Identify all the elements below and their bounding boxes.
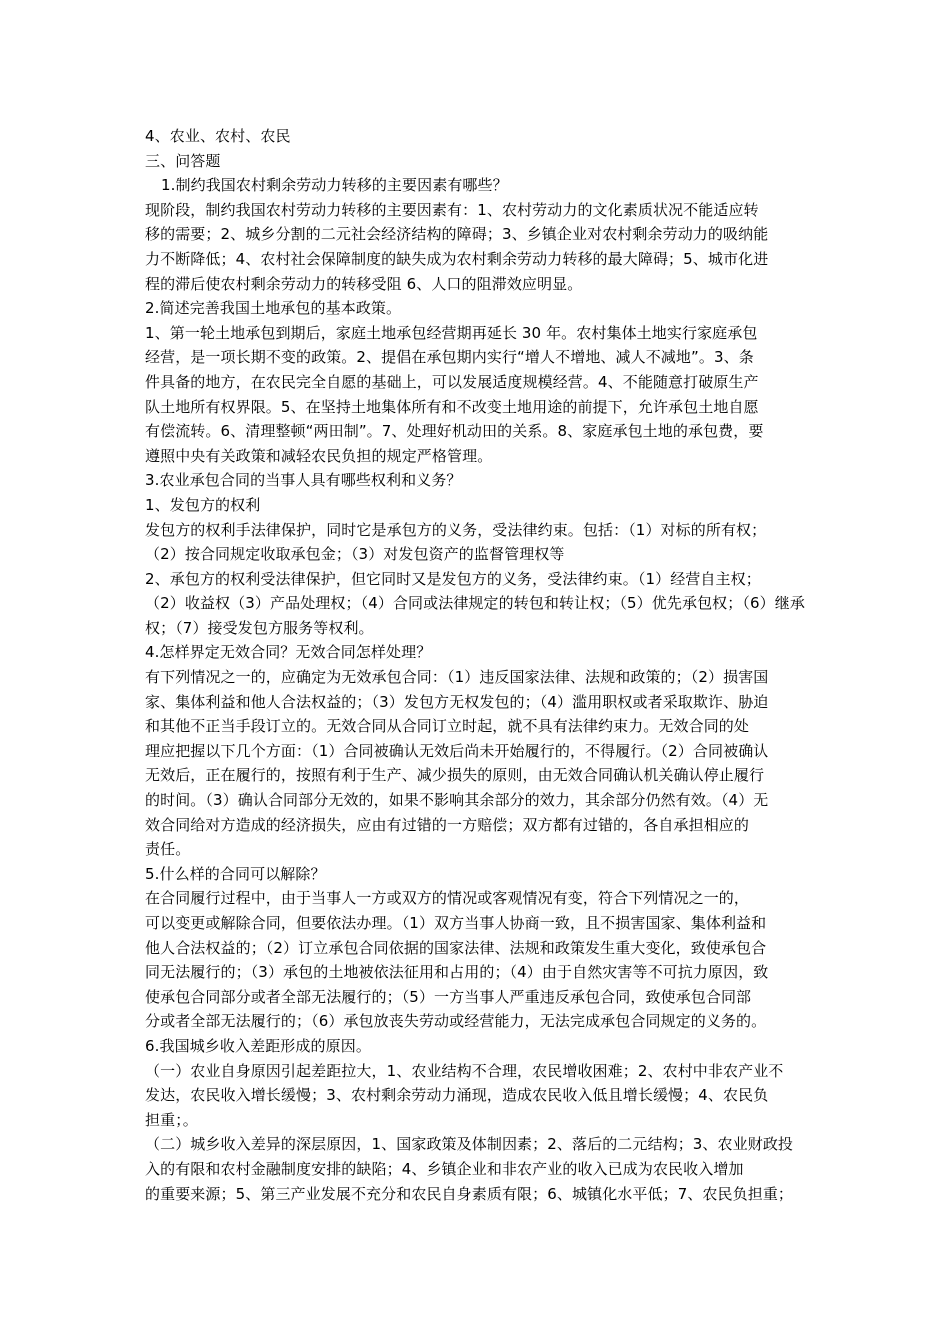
answer-1-line-1: 现阶段，制约我国农村劳动力转移的主要因素有：1、农村劳动力的文化素质状况不能适应转 <box>145 200 759 219</box>
answer-4-line-7: 效合同给对方造成的经济损失，应由有过错的一方赔偿；双方都有过错的，各自承担相应的 <box>145 815 750 834</box>
answer-4-line-5: 无效后，正在履行的，按照有利于生产、减少损失的原则，由无效合同确认机关确认停止履行 <box>145 766 765 785</box>
answer-3-line-1: 发包方的权利手法律保护，同时它是承包方的义务，受法律约束。包括：（1）对标的所有权； <box>145 520 767 539</box>
answer-5-line-2: 可以变更或解除合同，但要依法办理。（1）双方当事人协商一致，且不损害国家、集体利益和 <box>145 914 767 932</box>
answer-2-line-5: 有偿流转。6、清理整顿“两田制”。7、处理好机动田的关系。8、家庭承包土地的承包费，要 <box>145 422 764 441</box>
answer-6-line-2: 发达，农民收入增长缓慢；3、农村剩余劳动力涌现，造成农民收入低且增长缓慢；4、农民负 <box>145 1086 769 1105</box>
answer-5-line-6: 分或者全部无法履行的；（6）承包放丧失劳动或经营能力，无法完成承包合同规定的义务的。 <box>145 1012 767 1031</box>
answer-6-line-1: （一）农业自身原因引起差距拉大，1、农业结构不合理，农民增收困难；2、农村中非农产业不 <box>145 1061 784 1080</box>
answer-1-line-3: 力不断降低；4、农村社会保障制度的缺失成为农村剩余劳动力转移的最大障碍；5、城市化进 <box>145 249 769 268</box>
answer-4-line-3: 和其他不正当手段订立的。无效合同从合同订立时起，就不具有法律约束力。无效合同的处 <box>145 717 750 736</box>
answer-3-line-2: （2）按合同规定收取承包金；（3）对发包资产的监督管理权等 <box>145 545 565 564</box>
answer-3-line-5: 权；（7）接受发包方服务等权利。 <box>145 618 374 637</box>
answer-6-line-6: 的重要来源；5、第三产业发展不充分和农民自身素质有限；6、城镇化水平低；7、农民负担重； <box>145 1184 794 1203</box>
question-3: 3.农业承包合同的当事人具有哪些权利和义务？ <box>145 471 462 490</box>
answer-5-line-5: 使承包合同部分或者全部无法履行的；（5）一方当事人严重违反承包合同，致使承包合同部 <box>145 987 752 1006</box>
answer-5-line-4: 同无法履行的；（3）承包的土地被依法征用和占用的；（4）由于自然灾害等不可抗力原因，致 <box>145 963 769 982</box>
question-1: 1.制约我国农村剩余劳动力转移的主要因素有哪些？ <box>161 176 508 195</box>
answer-4-line-4: 理应把握以下几个方面：（1）合同被确认无效后尚未开始履行的，不得履行。（2）合同被确认 <box>145 741 769 760</box>
answer-3-line-4: （2）收益权（3）产品处理权；（4）合同或法律规定的转包和转让权；（5）优先承包权；（6）继承 <box>145 594 805 613</box>
section-heading-qa: 三、问答题 <box>145 151 221 170</box>
answer-3-subheading: 1、发包方的权利 <box>145 495 261 514</box>
question-4: 4.怎样界定无效合同？无效合同怎样处理？ <box>145 643 432 662</box>
document-page <box>145 124 810 1206</box>
answer-4-line-6: 的时间。（3）确认合同部分无效的，如果不影响其余部分的效力，其余部分仍然有效。（4）无 <box>145 791 769 810</box>
question-2: 2.简述完善我国土地承包的基本政策。 <box>145 299 402 318</box>
answer-4-line-1: 有下列情况之一的，应确定为无效承包合同：（1）违反国家法律、法规和政策的；（2）损害国 <box>145 668 769 687</box>
answer-2-line-1: 1、第一轮土地承包到期后，家庭土地承包经营期再延长 30 年。农村集体土地实行家庭承包 <box>145 323 758 342</box>
question-6: 6.我国城乡收入差距形成的原因。 <box>145 1036 371 1055</box>
answer-6-line-3: 担重；。 <box>145 1110 198 1129</box>
answer-5-line-1: 在合同履行过程中，由于当事人一方或双方的情况或客观情况有变，符合下列情况之一的， <box>145 889 750 908</box>
answer-4-line-8: 责任。 <box>145 840 191 859</box>
answer-6-line-5: 入的有限和农村金融制度安排的缺陷；4、乡镇企业和非农产业的收入已成为农民收入增加 <box>145 1159 744 1178</box>
answer-2-line-6: 遵照中央有关政策和减轻农民负担的规定严格管理。 <box>145 446 493 465</box>
question-5: 5.什么样的合同可以解除？ <box>145 864 326 883</box>
answer-1-line-2: 移的需要；2、城乡分割的二元社会经济结构的障碍；3、乡镇企业对农村剩余劳动力的吸纳能 <box>145 225 769 244</box>
answer-2-line-3: 件具备的地方，在农民完全自愿的基础上，可以发展适度规模经营。4、不能随意打破原生产 <box>145 372 759 391</box>
answer-1-line-4: 程的滞后使农村剩余劳动力的转移受阻 6、人口的阻滞效应明显。 <box>145 274 583 293</box>
answer-2-line-2: 经营，是一项长期不变的政策。2、提倡在承包期内实行“增人不增地、减人不减地”。3、条 <box>145 348 754 367</box>
answer-5-line-3: 他人合法权益的；（2）订立承包合同依据的国家法律、法规和政策发生重大变化，致使承包合 <box>145 938 767 957</box>
section-item-4: 4、农业、农村、农民 <box>145 127 291 145</box>
answer-3-line-3: 2、承包方的权利受法律保护，但它同时又是发包方的义务，受法律约束。（1）经营自主权； <box>145 569 761 588</box>
answer-2-line-4: 队土地所有权界限。5、在坚持土地集体所有和不改变土地用途的前提下，允许承包土地自愿 <box>145 397 759 416</box>
answer-6-line-4: （二）城乡收入差异的深层原因，1、国家政策及体制因素；2、落后的二元结构；3、农业财政投 <box>145 1135 794 1154</box>
answer-4-line-2: 家、集体利益和他人合法权益的；（3）发包方无权发包的；（4）滥用职权或者采取欺诈、胁迫 <box>145 692 769 711</box>
